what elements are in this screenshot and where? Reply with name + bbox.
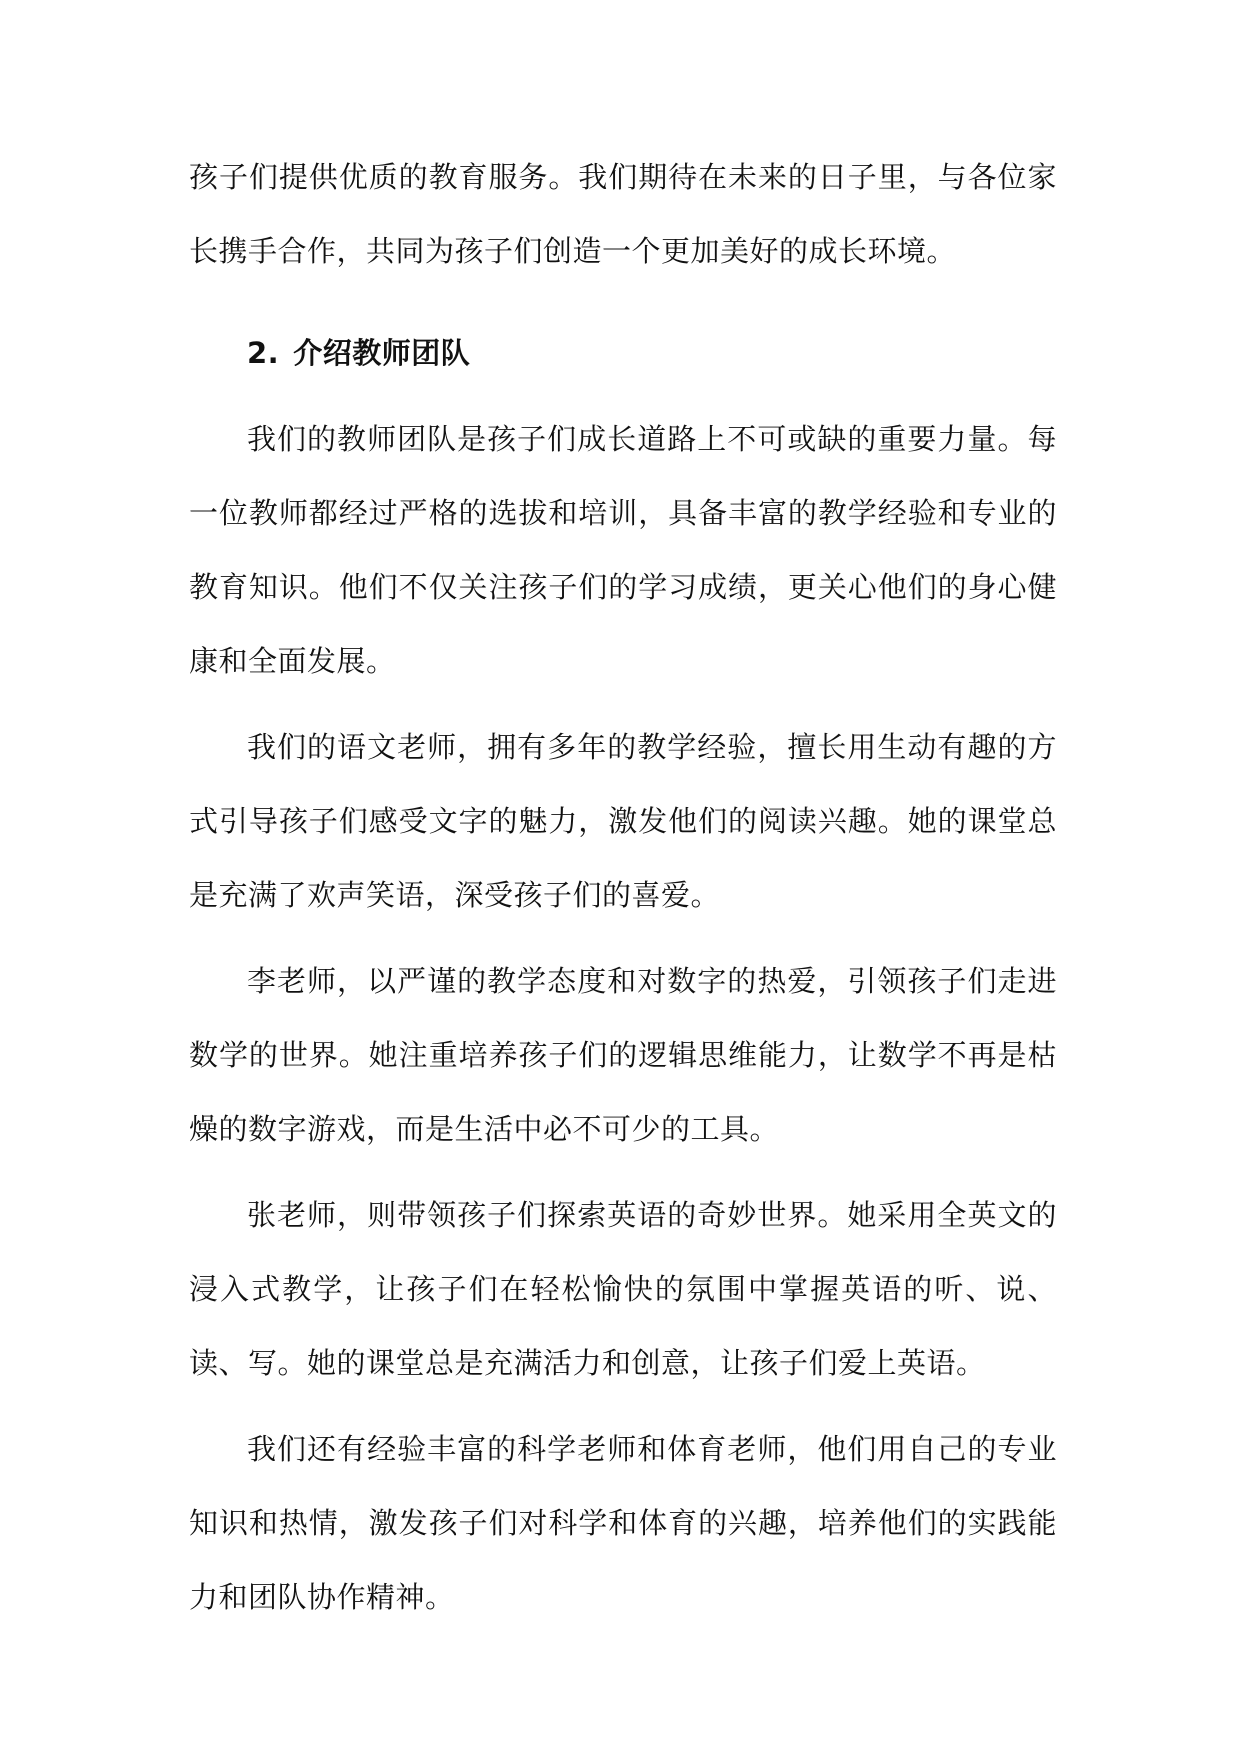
paragraph-math-teacher: 李老师，以严谨的教学态度和对数字的热爱，引领孩子们走进数学的世界。她注重培养孩子们的逻辑思维能力，让数学不再是枯燥的数字游戏，而是生活中必不可少的工具。: [189, 964, 1057, 1146]
section-number: 2.: [247, 336, 280, 370]
paragraph-teacher-team: 我们的教师团队是孩子们成长道路上不可或缺的重要力量。每一位教师都经过严格的选拔和培训，具备丰富的教学经验和专业的教育知识。他们不仅关注孩子们的学习成绩，更关心他们的身心健康和全面发展。: [189, 422, 1057, 678]
paragraph-chinese-teacher: 我们的语文老师，拥有多年的教学经验，擅长用生动有趣的方式引导孩子们感受文字的魅力，激发他们的阅读兴趣。她的课堂总是充满了欢声笑语，深受孩子们的喜爱。: [189, 730, 1057, 912]
section-title: 介绍教师团队: [293, 336, 471, 370]
continuation-paragraph: 孩子们提供优质的教育服务。我们期待在未来的日子里，与各位家长携手合作，共同为孩子们创造一个更加美好的成长环境。: [189, 160, 1057, 268]
paragraph-science-pe-teachers: 我们还有经验丰富的科学老师和体育老师，他们用自己的专业知识和热情，激发孩子们对科学和体育的兴趣，培养他们的实践能力和团队协作精神。: [189, 1432, 1057, 1614]
paragraph-english-teacher: 张老师，则带领孩子们探索英语的奇妙世界。她采用全英文的浸入式教学，让孩子们在轻松愉快的氛围中掌握英语的听、说、读、写。她的课堂总是充满活力和创意，让孩子们爱上英语。: [189, 1198, 1057, 1380]
document-body: [189, 140, 1057, 1634]
section-heading: [189, 316, 1057, 390]
